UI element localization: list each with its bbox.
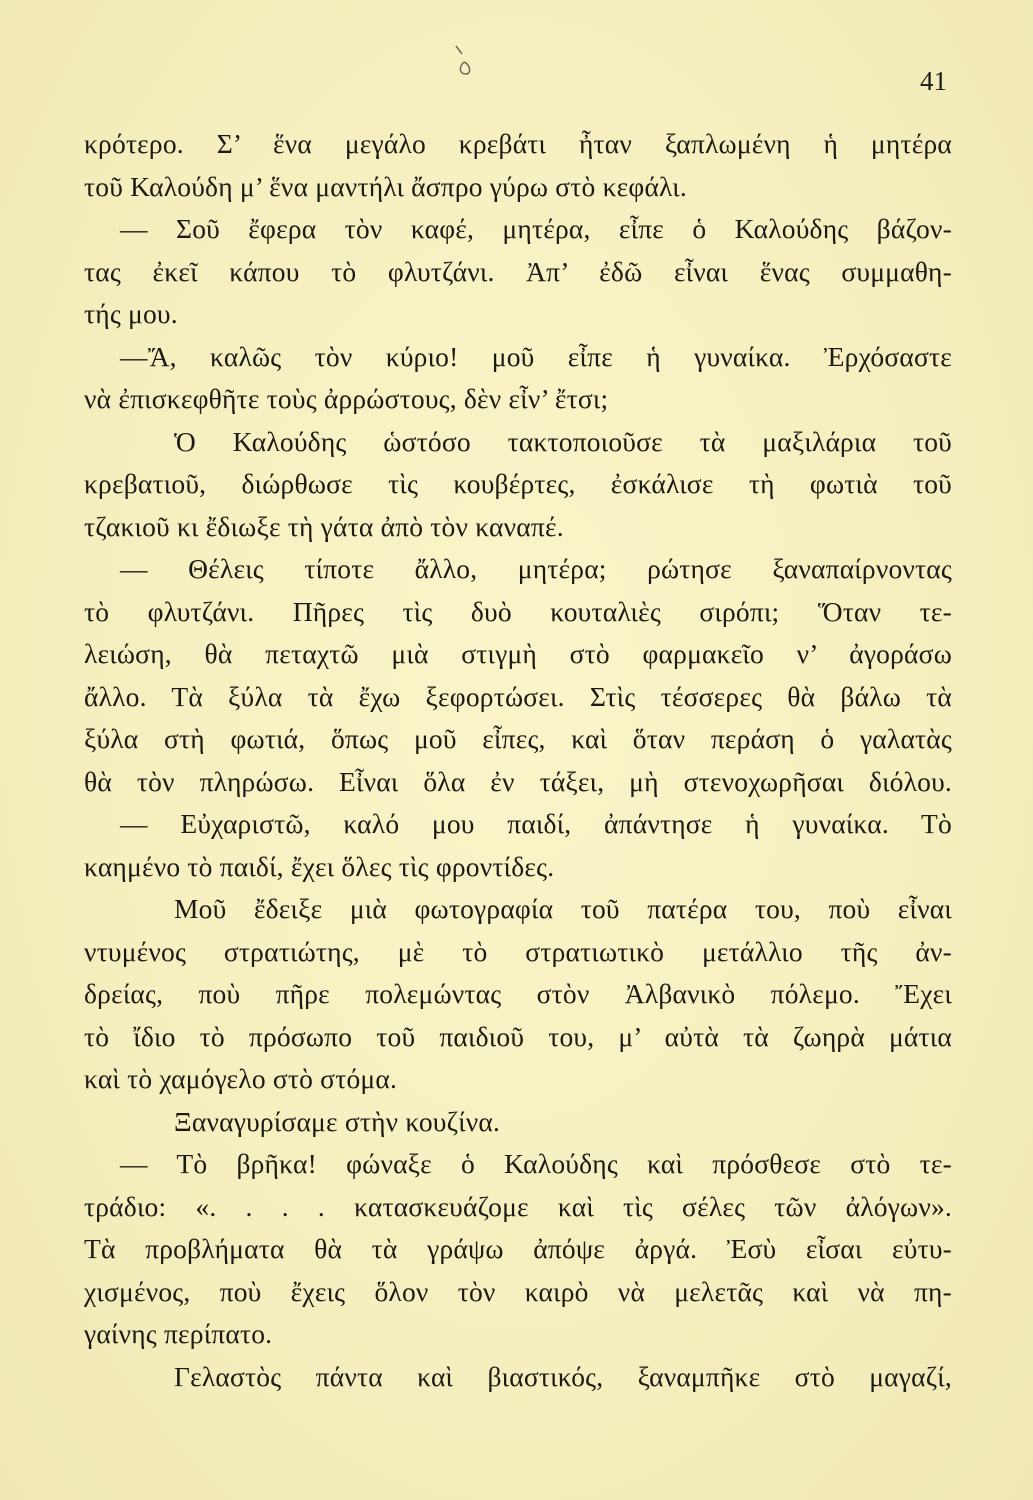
text-line: τὸ ἴδιο τὸ πρόσωπο τοῦ παιδιοῦ του, μ’ αὐτὰ τὰ ζωηρὰ μάτια [84, 1020, 952, 1052]
text-line: — Εὐχαριστῶ, καλό μου παιδί, ἀπάντησε ἡ γυναίκα. Τὸ [120, 808, 952, 839]
text-line: γαίνης περίπατο. [84, 1318, 273, 1349]
text-line: νὰ ἐπισκεφθῆτε τοὺς ἀρρώστους, δὲν εἶν’ ἔτσι; [84, 383, 609, 414]
text-line: τζακιοῦ κι ἔδιωξε τὴ γάτα ἀπὸ τὸν καναπέ. [84, 510, 564, 542]
text-line: Ξαναγυρίσαμε στὴν κουζίνα. [174, 1105, 501, 1137]
text-line: χισμένος, ποὺ ἔχεις ὅλον τὸν καιρὸ νὰ μελετᾶς καὶ νὰ πη- [84, 1275, 952, 1307]
text-line: —Ἄ, καλῶς τὸν κύριο! μοῦ εἶπε ἡ γυναίκα. Ἐρχόσαστε [120, 340, 952, 372]
text-line: κρεβατιοῦ, διώρθωσε τὶς κουβέρτες, ἐσκάλισε τὴ φωτιὰ τοῦ [84, 468, 952, 499]
text-line: τας ἐκεῖ κάπου τὸ φλυτζάνι. Ἀπ’ ἐδῶ εἶναι ἕνας συμμαθη- [84, 255, 952, 287]
text-line: τράδιο: «. . . . κατασκευάζομε καὶ τὶς σέλες τῶν ἀλόγων». [84, 1190, 952, 1222]
text-line: τὸ φλυτζάνι. Πῆρες τὶς δυὸ κουταλιὲς σιρόπι; Ὅταν τε- [84, 595, 952, 627]
text-line: Γελαστὸς πάντα καὶ βιαστικός, ξαναμπῆκε στὸ μαγαζί, [174, 1360, 952, 1392]
text-line: — Θέλεις τίποτε ἄλλο, μητέρα; ρώτησε ξαναπαίρνοντας [120, 553, 952, 584]
text-line: Μοῦ ἔδειξε μιὰ φωτογραφία τοῦ πατέρα του, ποὺ εἶναι [174, 893, 952, 924]
text-line: καημένο τὸ παιδί, ἔχει ὅλες τὶς φροντίδες. [84, 850, 555, 882]
page-number: 41 [920, 66, 947, 96]
text-line: κρότερο. Σ’ ἕνα μεγάλο κρεβάτι ἦταν ξαπλωμένη ἡ μητέρα [84, 128, 952, 159]
text-line: δρείας, ποὺ πῆρε πολεμώντας στὸν Ἀλβανικὸ πόλεμο. Ἔχει [84, 978, 952, 1009]
body-text [84, 123, 952, 1398]
text-line: τής μου. [84, 298, 178, 329]
text-line: ἄλλο. Τὰ ξύλα τὰ ἔχω ξεφορτώσει. Στὶς τέσσερες θὰ βάλω τὰ [84, 680, 952, 712]
text-line: Τὰ προβλήματα θὰ τὰ γράψω ἀπόψε ἀργά. Ἐσὺ εἶσαι εὐτυ- [84, 1233, 952, 1264]
text-line: λειώση, θὰ πεταχτῶ μιὰ στιγμὴ στὸ φαρμακεῖο ν’ ἀγοράσω [84, 638, 952, 669]
text-line: ξύλα στὴ φωτιά, ὅπως μοῦ εἶπες, καὶ ὅταν περάση ὁ γαλατὰς [84, 723, 952, 754]
text-line: — Τὸ βρῆκα! φώναξε ὁ Καλούδης καὶ πρόσθεσε στὸ τε- [120, 1148, 952, 1179]
text-line: ντυμένος στρατιώτης, μὲ τὸ στρατιωτικὸ μετάλλιο τῆς ἀν- [84, 935, 952, 967]
text-line: θὰ τὸν πληρώσω. Εἶναι ὅλα ἐν τάξει, μὴ στενοχωρῆσαι διόλου. [84, 765, 952, 797]
ink-mark-icon [448, 40, 478, 80]
text-line: τοῦ Καλούδη μ’ ἕνα μαντήλι ἄσπρο γύρω στὸ κεφάλι. [84, 170, 687, 202]
text-line: καὶ τὸ χαμόγελο στὸ στόμα. [84, 1063, 398, 1094]
text-line: — Σοῦ ἔφερα τὸν καφέ, μητέρα, εἶπε ὁ Καλούδης βάζον- [120, 213, 952, 244]
text-line: Ὁ Καλούδης ὡστόσο τακτοποιοῦσε τὰ μαξιλάρια τοῦ [174, 425, 952, 457]
